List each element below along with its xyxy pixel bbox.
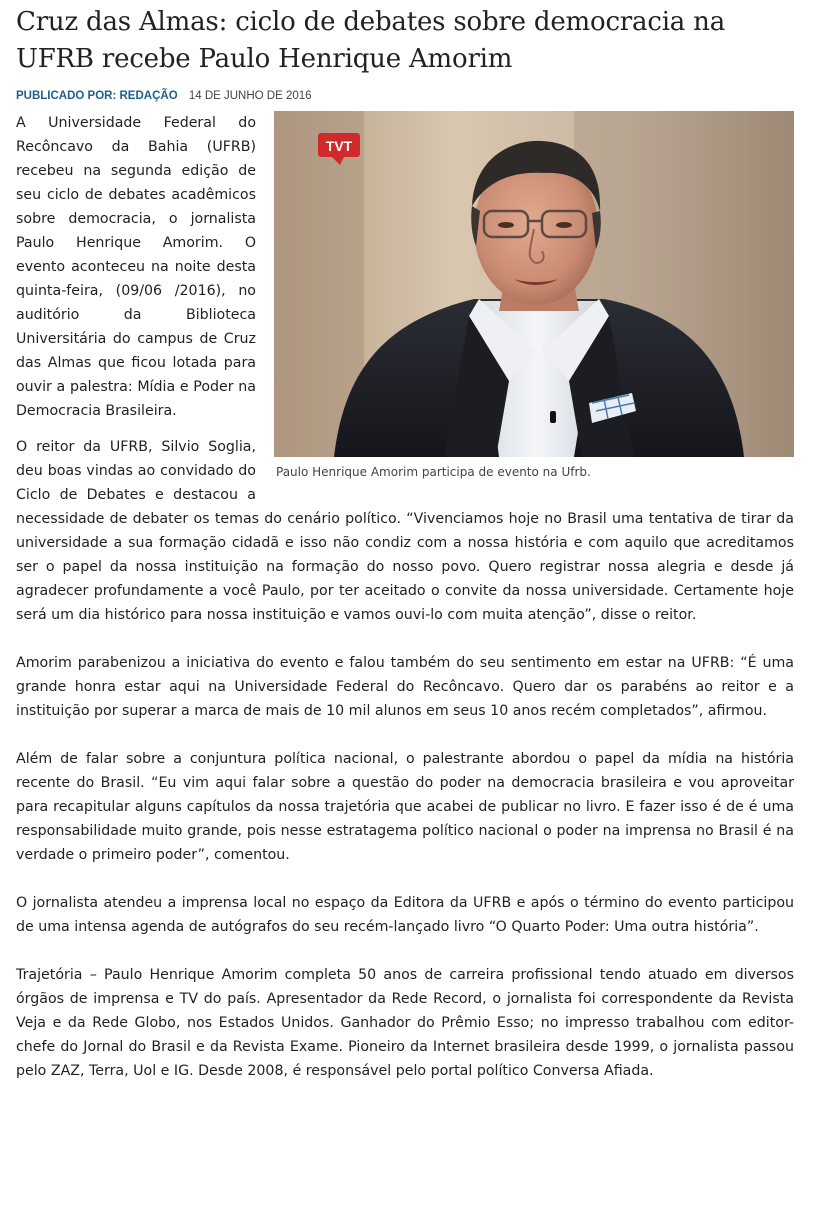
publish-date: 14 DE JUNHO DE 2016 <box>188 90 312 102</box>
paragraph: Além de falar sobre a conjuntura política nacional, o palestrante abordou o papel da mídia na história recente do Brasil. “Eu vim aqui falar sobre a questão do poder na democracia brasileira e vou aproveitar para recapitular alguns capítulos da nossa trajetória que acabei de publicar no livro. E fazer isso é de é uma responsabilidade muito grande, pois nesse estratagema político nacional o poder na imprensa no Brasil é na verdade o primeiro poder”, comentou. <box>16 751 794 863</box>
article-title: Cruz das Almas: ciclo de debates sobre democracia na UFRB recebe Paulo Henrique Amorim <box>16 7 726 74</box>
paragraph: O jornalista atendeu a imprensa local no espaço da Editora da UFRB e após o término do evento participou de uma intensa agenda de autógrafos do seu recém-lançado livro “O Quarto Poder: Uma outra história”. <box>16 895 794 935</box>
paragraph: A Universidade Federal do Recôncavo da Bahia (UFRB) recebeu na segunda edição de seu ciclo de debates acadêmicos sobre democracia, o jornalista Paulo Henrique Amorim. O evento aconteceu na noite desta quinta-feira, (09/06 /2016), no auditório da Biblioteca Universitária do campus de Cruz das Almas que ficou lotada para ouvir a palestra: Mídia e Poder na Democracia Brasileira. <box>16 115 256 419</box>
photo-caption: Paulo Henrique Amorim participa de evento na Ufrb. <box>276 465 591 479</box>
paragraph: Trajetória – Paulo Henrique Amorim completa 50 anos de carreira profissional tendo atuado em diversos órgãos de imprensa e TV do país. Apresentador da Rede Record, o jornalista foi correspondente da Revista Veja e da Rede Globo, nos Estados Unidos. Ganhador do Prêmio Esso; no impresso trabalhou com editor-chefe do Jornal do Brasil e da Revista Exame. Pioneiro da Internet brasileira desde 1999, o jornalista passou pelo ZAZ, Terra, Uol e IG. Desde 2008, é responsável pelo portal político Conversa Afiada. <box>16 967 794 1079</box>
article-body <box>16 111 794 1083</box>
photo-image <box>274 111 794 457</box>
paragraph: O reitor da UFRB, Silvio Soglia, deu boas vindas ao convidado do Ciclo de Debates e destacou a necessidade de debater os temas do cenário político. “Vivenciamos hoje no Brasil uma tentativa de tirar da universidade a sua formação cidadã e isso não condiz com a nossa história e com aquilo que acreditamos ser o papel da nossa instituição na formação do nosso povo. Quero registrar nossa alegria e desde já agradecer profundamente a você Paulo, por ter aceitado o convite da nossa universidade. Certamente hoje será um dia histórico para nossa instituição e vamos ouvi-lo com muita atenção”, disse o reitor. <box>16 439 794 623</box>
byline[interactable]: PUBLICADO POR: REDAÇÃO <box>16 90 178 102</box>
news-article <box>16 0 794 1107</box>
tvt-logo-text: TVT <box>325 138 353 154</box>
paragraph: Amorim parabenizou a iniciativa do evento e falou também do seu sentimento em estar na UFRB: “É uma grande honra estar aqui na Universidade Federal do Recôncavo. Quero dar os parabéns ao reitor e a instituição por superar a marca de mais de 10 mil alunos em seus 10 anos recém completados”, afirmou. <box>16 655 794 719</box>
article-meta <box>16 88 794 104</box>
article-photo[interactable] <box>274 111 794 481</box>
